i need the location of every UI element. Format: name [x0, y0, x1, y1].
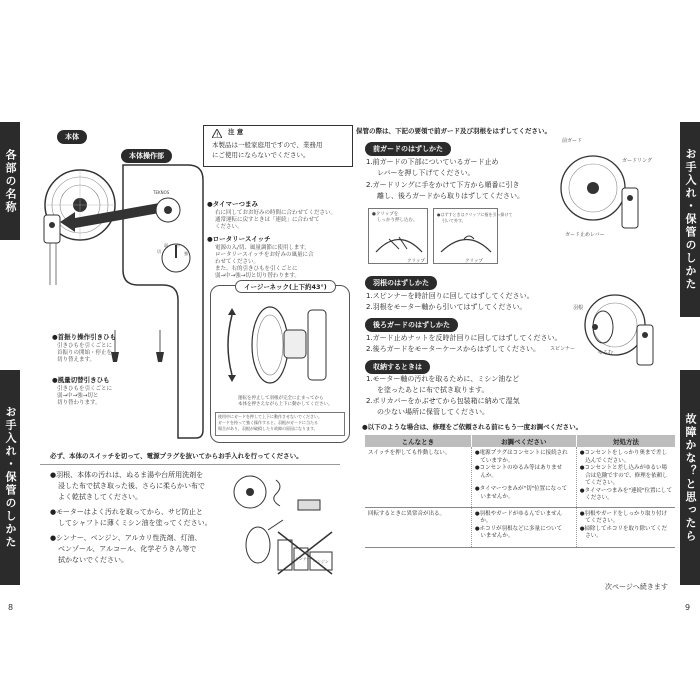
row2-symptom: 回転するときに異常音が出る。: [365, 507, 471, 547]
front-guard-heading: 前ガードのはずしかた: [365, 142, 451, 156]
easy-neck-note2-line2: ガードを持って強く操作すると、羽根がガードに当たる: [218, 420, 318, 425]
label-guard-lever: ガード止めレバー: [565, 232, 605, 238]
svg-text:!: !: [216, 132, 219, 138]
clip-label-1: クリップ: [407, 259, 425, 264]
timer-knob-line-3: ください。: [215, 224, 243, 230]
label-blade: 羽根: [573, 305, 584, 311]
blade-step-2: 2.羽根をモーター軸から引いてはずしてください。: [366, 303, 527, 311]
row2-fix-line: ●掃除してホコリを取り除いてくだ: [579, 525, 668, 532]
rotary-line-3: わせてください。: [215, 259, 260, 265]
side-tab-care-left: お手入れ・保管のしかた: [0, 370, 20, 585]
storage-step1-line2: を塗ったあとに布で拭き取ります。: [377, 386, 489, 394]
page-number-right: 9: [685, 603, 691, 612]
clip-callout-1-line2: しっかり押し込む。: [377, 218, 418, 223]
clip-push-illustration: [374, 227, 424, 257]
rotary-line-2: ロータリースイッチをお好みの風量に合: [215, 252, 314, 258]
row1-causes: [471, 447, 576, 507]
rotary-line-4: また、右的引きひもを引くごとに: [215, 266, 298, 272]
row2-fixes: [576, 507, 675, 547]
trouble-table: [365, 435, 675, 548]
rear-guard-heading: 後ろガードのはずしかた: [365, 318, 458, 332]
label-guard-ring: ガードリング: [622, 158, 652, 164]
check-intro: ●以下のような場合は、修理をご依頼される前にもう一度お調べください。: [362, 423, 583, 431]
warning-triangle-icon: [212, 129, 222, 138]
clip-callout-1-line1: ●クリップを: [372, 212, 399, 217]
can-label-thinner: シンナー: [295, 556, 311, 561]
clip-callout-2-line2: 引いて外す。: [442, 218, 466, 223]
timer-knob-line-2: 通常運転に戻すときは「連続」に合わせて: [215, 217, 320, 223]
swing-cord-line-2: 首振りの開始・停止を: [57, 350, 113, 356]
row1-fix-line: 合は危険ですので、修理を依頼し: [579, 472, 668, 479]
caution-title: 注 意: [228, 128, 244, 136]
care-bullet-3-line-2: ベンゾール、アルコール、化学ぞうきん等で: [58, 545, 197, 553]
care-bullet-2-line-1: ●モーターはよく汚れを取ってから、サビ防止と: [50, 508, 203, 516]
row1-fixes: [576, 447, 675, 507]
panel-label: 本体操作部: [121, 149, 172, 163]
care-bullet-1-line-3: よく乾拭きしてください。: [58, 493, 142, 501]
easy-neck-note2-line1: 使用中にガードを押して上下に動作させないでください。: [218, 414, 322, 419]
storage-step2-line1: 2.ポリカバーをかぶせてから包装箱に納めて湿気: [366, 397, 520, 405]
speed-cord-line-1: 引きひもを引くごとに: [57, 386, 113, 392]
front-guard-step2-line2: 離し、後ろガードから取りはずしてください。: [377, 192, 524, 200]
care-bullets: [50, 470, 212, 566]
row1-fix-line: ●タイマーつまみを"連続"位置にして: [579, 487, 672, 494]
page-number-left: 8: [8, 603, 14, 612]
blade-heading: 羽根のはずしかた: [365, 276, 437, 290]
rear-guard-step-2: 2.後ろガードをモーターケースからはずしてください。: [366, 345, 541, 353]
panel-label-mid: 中: [176, 243, 180, 248]
easy-neck-title: イージーネック(上下約43°): [235, 280, 336, 293]
clip-label-2: クリップ: [465, 259, 483, 264]
front-guard-step2-line1: 2.ガードリングに手をかけて下方から順番に引き: [366, 181, 520, 189]
label-loosen: ゆるむ: [598, 350, 614, 356]
table-row: [365, 447, 675, 507]
table-row: [365, 507, 675, 547]
panel-label-weak: 弱: [164, 243, 168, 248]
row1-fix-line: ●コンセントと差し込みがゆるい場: [579, 465, 668, 471]
easy-neck-note1-line1: 運転を停止して羽根が完全に止まってから: [238, 396, 324, 401]
label-spinner: スピンナー: [550, 346, 576, 352]
clip-callout-1: [368, 208, 428, 264]
rotary-line-5: 弱→中→強→切と切り替わります。: [215, 273, 300, 279]
care-bullet-2-line-2: してシャフトに薄くミシン油を塗ってください。: [58, 519, 212, 527]
row1-fix-line: 込んでください。: [579, 457, 630, 464]
clip-callout-2-line1: ●はずすときはクリップに指を引っ掛けて: [437, 212, 513, 217]
speed-cord-title: ●風量切替引きひも: [52, 376, 110, 384]
trouble-header-symptom: こんなとき: [365, 435, 471, 447]
row1-fix-line: てください。: [579, 480, 619, 486]
storage-intro: 保管の際は、下記の要領で前ガード及び羽根をはずしてください。: [356, 127, 551, 135]
panel-label-off: 切: [157, 249, 161, 254]
row1-cause-line: ●コンセントのゆるみ等はありませ: [474, 465, 563, 471]
front-guard-step1-line1: 1.前ガードの下部についているガード止め: [366, 158, 499, 166]
row1-fix-line: ●コンセントをしっかり奥まで差し: [579, 450, 668, 456]
cleaning-illustration: [228, 470, 343, 590]
panel-label-strong: 強: [184, 251, 188, 256]
care-bullet-1-line-1: ●羽根、本体の汚れは、ぬるま湯や台所用洗剤を: [50, 471, 204, 479]
caution-box: [203, 125, 353, 167]
row1-cause-line: いませんか。: [474, 493, 514, 500]
rear-guard-step-1: 1.ガード止めナットを反時計回りに回してはずしてください。: [366, 334, 562, 342]
rotary-switch-title: ●ロータリースイッチ: [207, 235, 271, 243]
body-label: 本体: [57, 130, 87, 144]
swing-cord-line-1: 引きひもを引くごとに: [57, 343, 113, 349]
storage-heading: 収納するときは: [365, 360, 430, 374]
row1-cause-line: ●電源プラグはコンセントに接続され: [474, 450, 568, 456]
clip-release-illustration: [439, 227, 494, 257]
row2-fix-line: てください。: [579, 518, 619, 524]
easy-neck-illustration: [222, 300, 337, 390]
can-label-benzine: ベンジン: [313, 559, 329, 564]
storage-step1-line1: 1.モーター軸の汚れを取るために、ミシン油など: [366, 375, 520, 383]
swing-cord-title: ●首振り操作引きひも: [52, 333, 117, 341]
timer-knob-title: ●タイマーつまみ: [207, 200, 259, 208]
speed-cord-line-2: 弱→中→強→切と: [57, 393, 99, 399]
divider: [40, 464, 340, 465]
row1-cause-line: ●タイマーつまみが"切"位置になって: [474, 486, 568, 492]
front-guard-fan-illustration: [548, 140, 648, 240]
swing-cord-line-3: 切り替えます。: [57, 357, 96, 363]
storage-step2-line2: の少ない場所に保管してください。: [377, 408, 489, 416]
panel-brand-text: TEKNOS: [153, 190, 170, 195]
row1-symptom: スイッチを押しても作動しない。: [365, 447, 471, 507]
row1-cause-line: んか。: [474, 472, 497, 479]
side-tab-parts-names: 各部の名称: [0, 122, 20, 240]
side-tab-care-right: お手入れ・保管のしかた: [680, 122, 700, 317]
row2-causes: [471, 507, 576, 547]
row2-fix-line: さい。: [579, 533, 602, 539]
care-bullet-3-line-1: ●シンナー、ベンジン、アルカリ性洗剤、灯油、: [50, 534, 202, 542]
care-warning: 必ず、本体のスイッチを切って、電源プラグを抜いてからお手入れを行ってください。: [50, 452, 303, 460]
trouble-header-check: お調べください: [471, 435, 576, 447]
speed-cord-line-3: 切り替わります。: [57, 400, 101, 406]
rotary-line-1: 電源の入/切、風量調節に使用します。: [215, 245, 310, 251]
front-guard-step1-line2: レバーを押し下げてください。: [377, 169, 475, 177]
timer-knob-line-1: 右に回しておお好みの時間に合わせてください。: [215, 210, 337, 216]
row2-cause-line: か。: [474, 518, 492, 524]
care-bullet-1-line-2: 浸した布で拭き取った後、さらに柔らかい布で: [58, 482, 205, 490]
side-tab-troubleshoot: 故障かな？と思ったら: [680, 370, 700, 585]
row2-cause-line: ●ホコリが羽根などに多量について: [474, 525, 563, 532]
label-front-guard: 前ガード: [562, 138, 583, 144]
blade-step-1: 1.スピンナーを時計回りに回してはずしてください。: [366, 292, 534, 300]
row1-cause-line: ていますか。: [474, 457, 514, 464]
trouble-header-fix: 対処方法: [576, 435, 675, 447]
row2-cause-line: いませんか。: [474, 533, 514, 539]
row2-fix-line: ●羽根やガードをしっかり取り付け: [579, 510, 668, 517]
caution-line-2: にご使用にならないでください。: [212, 151, 310, 159]
rear-guard-fan-illustration: [575, 285, 675, 385]
care-bullet-3-line-3: 拭かないでください。: [58, 556, 128, 564]
clip-callout-2: [433, 208, 513, 264]
row2-cause-line: ●羽根やガードがゆるんでいません: [474, 510, 563, 517]
easy-neck-note1-line2: 本体を押さえながら上下に動かしてください。: [238, 402, 333, 407]
easy-neck-note2-line3: 場合があり、羽根が破損したり故障の原因になります。: [218, 426, 318, 431]
row1-fix-line: ください。: [579, 495, 613, 501]
caution-line-1: 本製品は一般家庭用ですので、業務用: [212, 141, 323, 149]
next-page-note: 次ページへ続きます: [605, 583, 668, 591]
